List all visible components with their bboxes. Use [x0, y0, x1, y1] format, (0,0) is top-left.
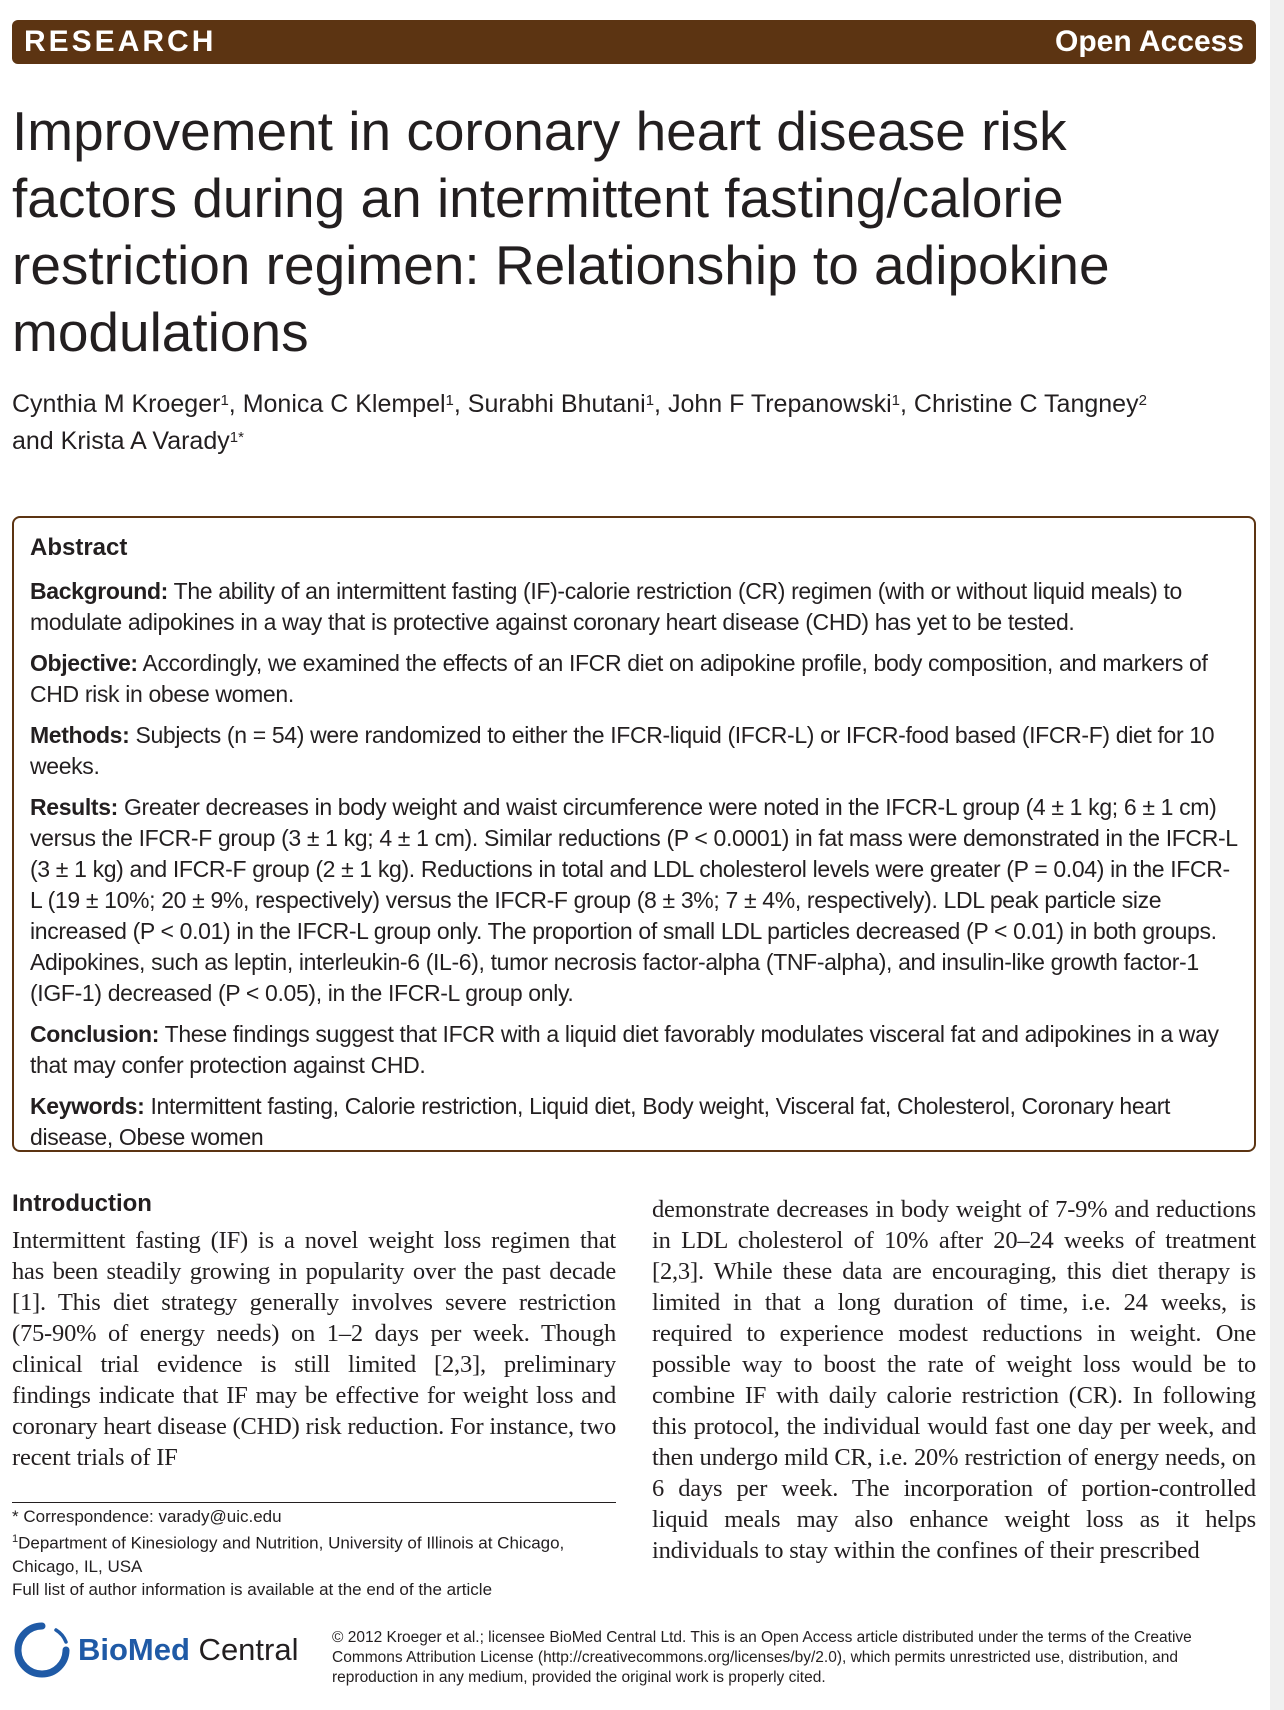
abstract-methods — [30, 720, 1238, 782]
license-statement: © 2012 Kroeger et al.; licensee BioMed Central Ltd. This is an Open Access article distributed under the terms of the Creative Commons Attribution License (http://creativecommons.org/licenses/by/2.0), which permits unrestricted use, distribution, and reproduction in any medium, provided the original work is properly cited. — [332, 1629, 1192, 1686]
page-edge — [1270, 0, 1284, 1710]
section-text: Greater decreases in body weight and waist circumference were noted in the IFCR-L group (4 ± 1 kg; 6 ± 1 cm) versus the IFCR-F group (3 ± 1 kg; 4 ± 1 cm). Similar reductions (P < 0.0001) in fat mass were demonstrated in the IFCR-L (3 ± 1 kg) and IFCR-F group (2 ± 1 kg). Reductions in total and LDL cholesterol levels were greater (P = 0.04) in the IFCR-L (19 ± 10%; 20 ± 9%, respectively) versus the IFCR-F group (8 ± 3%; 7 ± 4%, respectively). LDL peak particle size increased (P < 0.01) in the IFCR-L group only. The proportion of small LDL particles decreased (P < 0.01) in both groups. Adipokines, such as leptin, interleukin-6 (IL-6), tumor necrosis factor-alpha (TNF-alpha), and insulin-like growth factor-1 (IGF-1) decreased (P < 0.05), in the IFCR-L group only. — [30, 794, 1237, 1006]
introduction-paragraph-right: demonstrate decreases in body weight of 7-9% and reductions in LDL cholesterol of 10% after 20–24 weeks of treatment [2,3]. While these data are encouraging, this diet therapy is limited in that a long duration of time, i.e. 24 weeks, is required to experience modest reductions in weight. One possible way to boost the rate of weight loss would be to combine IF with daily calorie restriction (CR). In following this protocol, the individual would fast one day per week, and then undergo mild CR, i.e. 20% restriction of energy needs, on 6 days per week. The incorporation of portion-controlled liquid meals may also enhance weight loss as it helps individuals to stay within the confines of their prescribed — [652, 1196, 1256, 1564]
correspondence-note[interactable]: * Correspondence: varady@uic.edu — [12, 1507, 282, 1526]
affiliation-sup: 1 — [12, 1533, 19, 1545]
author-affiliation-sup: 1 — [220, 392, 229, 409]
section-label: Results: — [30, 794, 118, 820]
affiliation-text: Department of Kinesiology and Nutrition, University of Illinois at Chicago, Chicago, IL, USA — [12, 1533, 565, 1576]
author-info-note: Full list of author information is available at the end of the article — [12, 1579, 493, 1599]
author-affiliation-sup: 2 — [1138, 392, 1147, 409]
section-text: Accordingly, we examined the effects of an IFCR diet on adipokine profile, body composition, and markers of CHD risk in obese women. — [30, 650, 1208, 707]
author-name[interactable]: John F Trepanowski — [667, 390, 892, 418]
footnote-divider — [12, 1502, 616, 1503]
article-title: Improvement in coronary heart disease risk factors during an intermittent fasting/calorie restriction regimen: Relationship to adipokine modulations — [12, 100, 1110, 363]
section-text: Intermittent fasting, Calorie restriction, Liquid diet, Body weight, Visceral fat, Cholesterol, Coronary heart disease, Obese women — [30, 1093, 1171, 1150]
section-text: These findings suggest that IFCR with a liquid diet favorably modulates visceral fat and adipokines in a way that may confer protection against CHD. — [30, 1021, 1219, 1078]
author-line-2 — [12, 423, 1212, 460]
abstract-background — [30, 576, 1238, 638]
publisher-name-bold: BioMed — [78, 1632, 190, 1667]
author-affiliation-sup: 1 — [891, 392, 901, 409]
author-affiliation-sup: 1 — [645, 392, 655, 409]
introduction-heading: Introduction — [12, 1190, 152, 1217]
affiliation-note — [12, 1528, 616, 1578]
section-text: Subjects (n = 54) were randomized to either the IFCR-liquid (IFCR-L) or IFCR-food based (IFCR-F) diet for 10 weeks. — [30, 722, 1215, 779]
introduction-paragraph-left: Intermittent fasting (IF) is a novel weight loss regimen that has been steadily growing in popularity over the past decade [1]. This diet strategy generally involves severe restriction (75-90% of energy needs) on 1–2 days per week. Though clinical trial evidence is still limited [2,3], preliminary findings indicate that IF may be effective for weight loss and coronary heart disease (CHD) risk reduction. For instance, two recent trials of IF — [12, 1227, 616, 1471]
author-affiliation-sup: 1* — [229, 429, 244, 446]
abstract-objective — [30, 648, 1238, 710]
publisher-name — [78, 1632, 298, 1668]
author-name[interactable]: Cynthia M Kroeger — [12, 390, 221, 418]
abstract-keywords — [30, 1091, 1238, 1153]
author-name[interactable]: Krista A Varady — [60, 427, 230, 455]
publisher-name-regular: Central — [189, 1632, 299, 1667]
section-label: Objective: — [30, 650, 138, 676]
section-label: Conclusion: — [30, 1021, 160, 1047]
abstract-conclusion — [30, 1019, 1238, 1081]
section-text: The ability of an intermittent fasting (IF)-calorie restriction (CR) regimen (with or without liquid meals) to modulate adipokines in a way that is protective against coronary heart disease (CHD) has yet to be tested. — [30, 578, 1182, 635]
author-separator: , — [453, 390, 468, 418]
section-label: Methods: — [30, 722, 130, 748]
section-label: Keywords: — [30, 1093, 145, 1119]
article-type-banner — [12, 20, 1256, 64]
author-separator: , — [228, 390, 243, 418]
article-type-label: RESEARCH — [24, 25, 217, 58]
body-column-right — [652, 1194, 1256, 1594]
abstract-box — [12, 516, 1256, 1152]
abstract-results — [30, 792, 1238, 1009]
author-name[interactable]: Monica C Klempel — [242, 390, 446, 418]
biomed-central-logo-icon — [12, 1620, 72, 1680]
body-column-left — [12, 1225, 616, 1487]
author-name[interactable]: Surabhi Bhutani — [467, 390, 646, 418]
author-line-1 — [12, 386, 1212, 423]
author-affiliation-sup: 1 — [445, 392, 454, 409]
author-list — [12, 386, 1212, 460]
author-conjunction: and — [12, 427, 61, 455]
publisher-logo[interactable] — [12, 1620, 312, 1680]
open-access-label: Open Access — [1055, 25, 1244, 58]
section-label: Background: — [30, 578, 168, 604]
footnotes — [12, 1505, 616, 1601]
author-separator: , — [900, 390, 914, 418]
author-name[interactable]: Christine C Tangney — [913, 390, 1139, 418]
author-separator: , — [654, 390, 668, 418]
abstract-heading: Abstract — [30, 534, 128, 561]
